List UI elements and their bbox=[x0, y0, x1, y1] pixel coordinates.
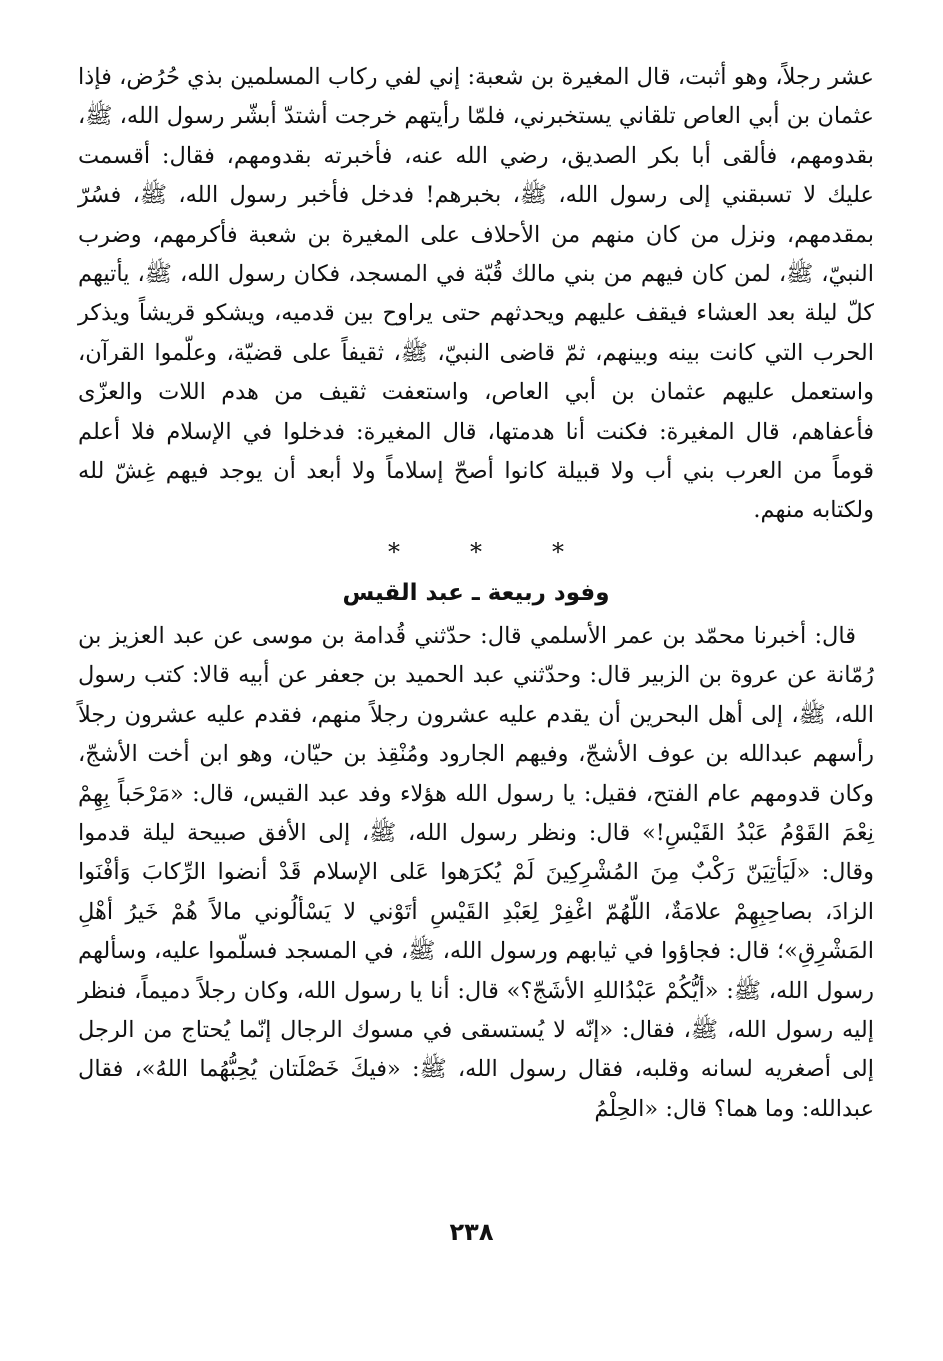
separator-star: * bbox=[388, 537, 400, 566]
paragraph-top: عشر رجلاً، وهو أثبت، قال المغيرة بن شعبة: إني لفي ركاب المسلمين بذي حُرُض، فإذا عثمان بن أبي العاص تلقاني يستخبرني، فلمّا رأيتهم خرجت أشتدّ أبشّر رسول الله، ﷺ، بقدومهم، فألقى أبا بكر الصديق، رضي الله عنه، فأخبرته بقدومهم، فقال: أقسمت عليك لا تسبقني إلى رسول الله، ﷺ، بخبرهم! فدخل فأخبر رسول الله، ﷺ، فسُرّ بمقدمهم، ونزل من كان منهم من الأحلاف على المغيرة بن شعبة فأكرمهم، وضرب النبيّ، ﷺ، لمن كان فيهم من بني مالك قُبّة في المسجد، فكان رسول الله، ﷺ، يأتيهم كلّ ليلة بعد العشاء فيقف عليهم ويحدثهم حتى يراوح بين قدميه، ويشكو قريشاً ويذكر الحرب التي كانت بينه وبينهم، ثمّ قاضى النبيّ، ﷺ، ثقيفاً على قضيّة، وعلّموا القرآن، واستعمل عليهم عثمان بن أبي العاص، واستعفت ثقيف من هدم اللات والعزّى فأعفاهم، قال المغيرة: فكنت أنا هدمتها، قال المغيرة: فدخلوا في الإسلام فلا أعلم قوماً من العرب بني أب ولا قبيلة كانوا أصحّ إسلاماً ولا أبعد أن يوجد فيهم غِشّ لله ولكتابه منهم. bbox=[78, 64, 874, 524]
section-separator bbox=[78, 537, 874, 571]
page-number: ٢٣٨ bbox=[449, 1218, 494, 1246]
separator-star: * bbox=[552, 537, 564, 566]
section-heading: وفود ربيعة ـ عبد القيس bbox=[342, 579, 610, 606]
page-body bbox=[78, 58, 874, 1129]
separator-star: * bbox=[470, 537, 482, 566]
paragraph-section: قال: أخبرنا محمّد بن عمر الأسلمي قال: حدّثني قُدامة بن موسى عن عبد العزيز بن رُمّانة عن عروة بن الزبير قال: وحدّثني عبد الحميد بن جعفر عن أبيه قالا: كتب رسول الله، ﷺ، إلى أهل البحرين أن يقدم عليه عشرون رجلاً منهم، فقدم عليه عشرون رجلاً رأسهم عبدالله بن عوف الأشجّ، وفيهم الجارود ومُنْقِذ بن حيّان، وهو ابن أخت الأشجّ، وكان قدومهم عام الفتح، فقيل: يا رسول الله هؤلاء وفد عبد القيس، قال: «مَرْحَباً بِهِمْ نِعْمَ القَوْمُ عَبْدُ القَيْسِ!» قال: ونظر رسول الله، ﷺ، إلى الأفق صبيحة ليلة قدموا وقال: «لَيَأتِيَنّ رَكْبٌ مِنَ المُشْرِكِينَ لَمْ يُكرَهوا عَلى الإسلام قَدْ أنضوا الرِّكابَ وَأفْنَوا الزادَ، بصاحِبِهِمْ علامَةٌ، اللّهُمّ اغْفِرْ لِعَبْدِ القَيْسِ أتَوْني لا يَسْألُوني مالاً هُمْ خَيرُ أهْلِ المَشْرِقِ»؛ قال: فجاؤوا في ثيابهم ورسول الله، ﷺ، في المسجد فسلّموا عليه، وسألهم رسول الله، ﷺ: «أيُّكُمْ عَبْدُاللهِ الأشَجّ؟» قال: أنا يا رسول الله، وكان رجلاً دميماً، فنظر إليه رسول الله، ﷺ، فقال: «إنّه لا يُستسقى في مسوك الرجال إنّما يُحتاج من الرجل إلى أصغريه لسانه وقلبه، فقال رسول الله، ﷺ: «فيكَ خَصْلَتان يُحِبُّهُما اللهُ»، فقال عبدالله: وما هما؟ قال: «الحِلْمُ bbox=[78, 622, 875, 1122]
